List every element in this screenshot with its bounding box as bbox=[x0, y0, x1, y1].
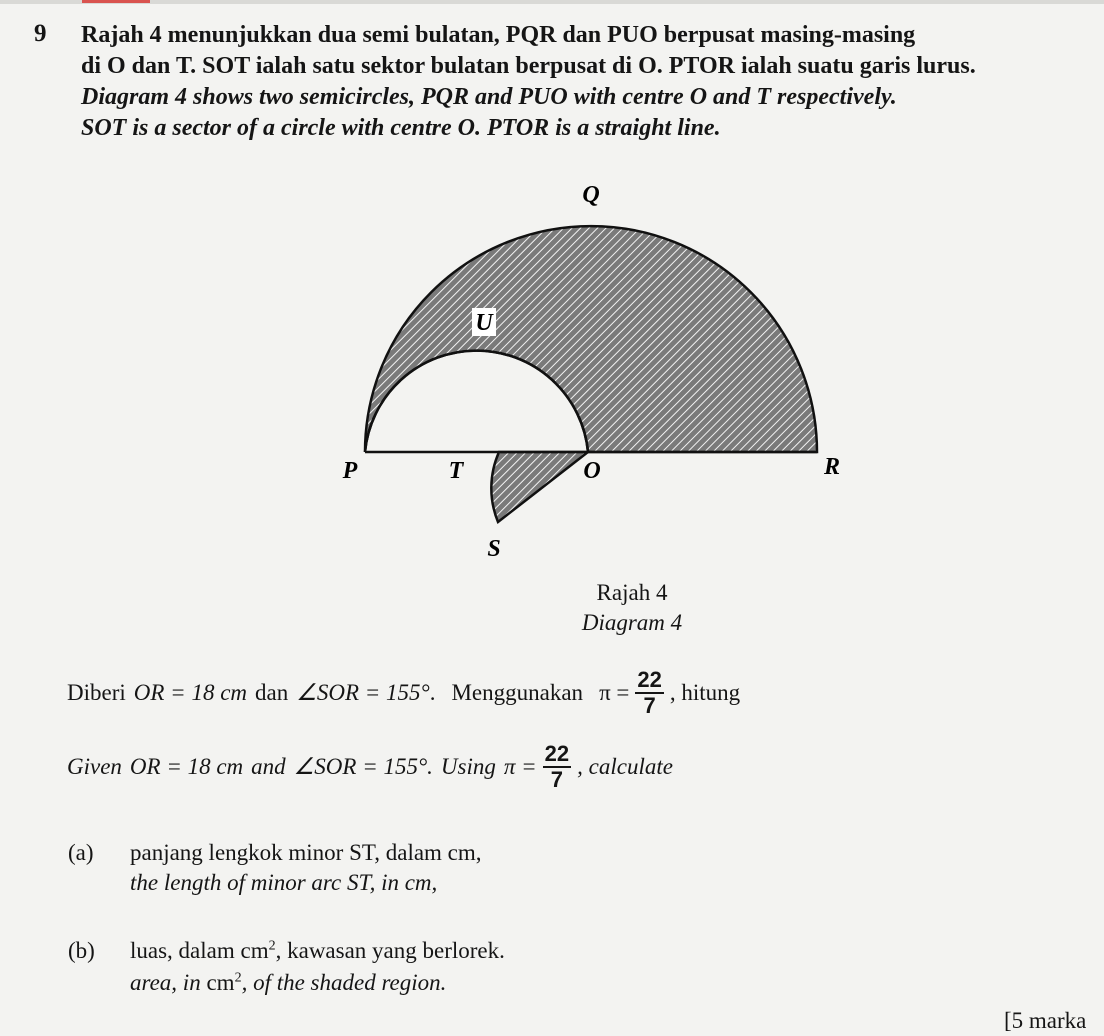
caption-english: Diagram 4 bbox=[581, 610, 683, 635]
pi-denominator: 7 bbox=[643, 693, 656, 718]
given-english-angle: ∠SOR = 155° bbox=[293, 754, 428, 779]
given-malay-pi: π = bbox=[599, 680, 630, 705]
given-english-pi: π = bbox=[503, 754, 537, 779]
given-english-suffix: , calculate bbox=[577, 754, 673, 779]
given-malay-or: OR = 18 cm bbox=[133, 680, 248, 705]
given-malay-prefix: Diberi bbox=[67, 680, 126, 705]
caption-malay: Rajah 4 bbox=[596, 580, 668, 605]
sector-sot bbox=[491, 452, 588, 522]
label-o: O bbox=[583, 458, 601, 484]
part-b-label: (b) bbox=[68, 938, 95, 963]
question-number: 9 bbox=[34, 20, 47, 47]
part-b-unit-sup-en: 2 bbox=[234, 970, 242, 986]
label-u: U bbox=[475, 310, 493, 336]
marks-label: [5 marka bbox=[1004, 1008, 1087, 1033]
given-malay-suffix: , hitung bbox=[669, 680, 741, 705]
label-p: P bbox=[342, 458, 358, 484]
part-b-malay bbox=[130, 938, 505, 964]
given-english-using: Using bbox=[440, 754, 496, 779]
part-a-malay: panjang lengkok minor ST, dalam cm, bbox=[130, 840, 482, 865]
pi-fraction-malay bbox=[635, 668, 663, 718]
pi-numerator: 22 bbox=[544, 741, 570, 766]
part-b-malay-1: luas, dalam bbox=[130, 938, 235, 963]
pi-fraction-english bbox=[543, 742, 571, 792]
label-t: T bbox=[448, 458, 464, 484]
semicircle-diagram bbox=[300, 160, 920, 580]
part-b-unit-en: cm bbox=[206, 970, 235, 995]
part-a-label: (a) bbox=[68, 840, 94, 865]
stem-english-line-1: Diagram 4 shows two semicircles, PQR and PUO with centre O and T respectively. bbox=[81, 84, 897, 110]
stem-malay-line-2: di O dan T. SOT ialah satu sektor bulatan berpusat di O. PTOR ialah suatu garis lurus. bbox=[81, 53, 976, 79]
stem-malay-line-1: Rajah 4 menunjukkan dua semi bulatan, PQR dan PUO berpusat masing-masing bbox=[81, 22, 916, 48]
part-b-english-2: , of the shaded region. bbox=[241, 970, 447, 995]
part-b-unit: cm bbox=[240, 938, 269, 963]
stem-english-line-2: SOT is a sector of a circle with centre O. PTOR is a straight line. bbox=[81, 115, 721, 141]
given-english-or: OR = 18 cm bbox=[129, 754, 244, 779]
part-b-english-1: area, in bbox=[130, 970, 201, 995]
part-b-unit-sup: 2 bbox=[268, 938, 276, 954]
given-english-line: Given OR = 18 cm and ∠SOR = 155° . Using π = $\frac{22}{7}$ , calculate bbox=[67, 741, 673, 792]
shaded-region-upper bbox=[365, 226, 817, 452]
label-r: R bbox=[823, 454, 841, 480]
top-accent-mark bbox=[82, 0, 150, 3]
label-q: Q bbox=[582, 182, 600, 208]
given-english-and: and bbox=[251, 754, 286, 779]
given-english-prefix: Given bbox=[67, 754, 122, 779]
part-a-english: the length of minor arc ST, in cm, bbox=[130, 870, 438, 895]
part-b-malay-2: , kawasan yang berlorek. bbox=[275, 938, 505, 963]
given-malay-line: Diberi OR = 18 cm dan ∠SOR = 155° . Menggunakan π = $\frac{22}{7}$ , hitung bbox=[67, 667, 741, 718]
given-malay-and: dan bbox=[255, 680, 289, 705]
given-malay-angle: ∠SOR = 155° bbox=[296, 680, 430, 705]
pi-denominator: 7 bbox=[550, 767, 564, 792]
label-s: S bbox=[487, 536, 501, 562]
question-stem bbox=[81, 20, 1096, 144]
pi-numerator: 22 bbox=[637, 667, 662, 692]
given-malay-using: Menggunakan bbox=[451, 680, 584, 705]
top-border bbox=[0, 0, 1104, 4]
part-b-english bbox=[130, 970, 446, 996]
